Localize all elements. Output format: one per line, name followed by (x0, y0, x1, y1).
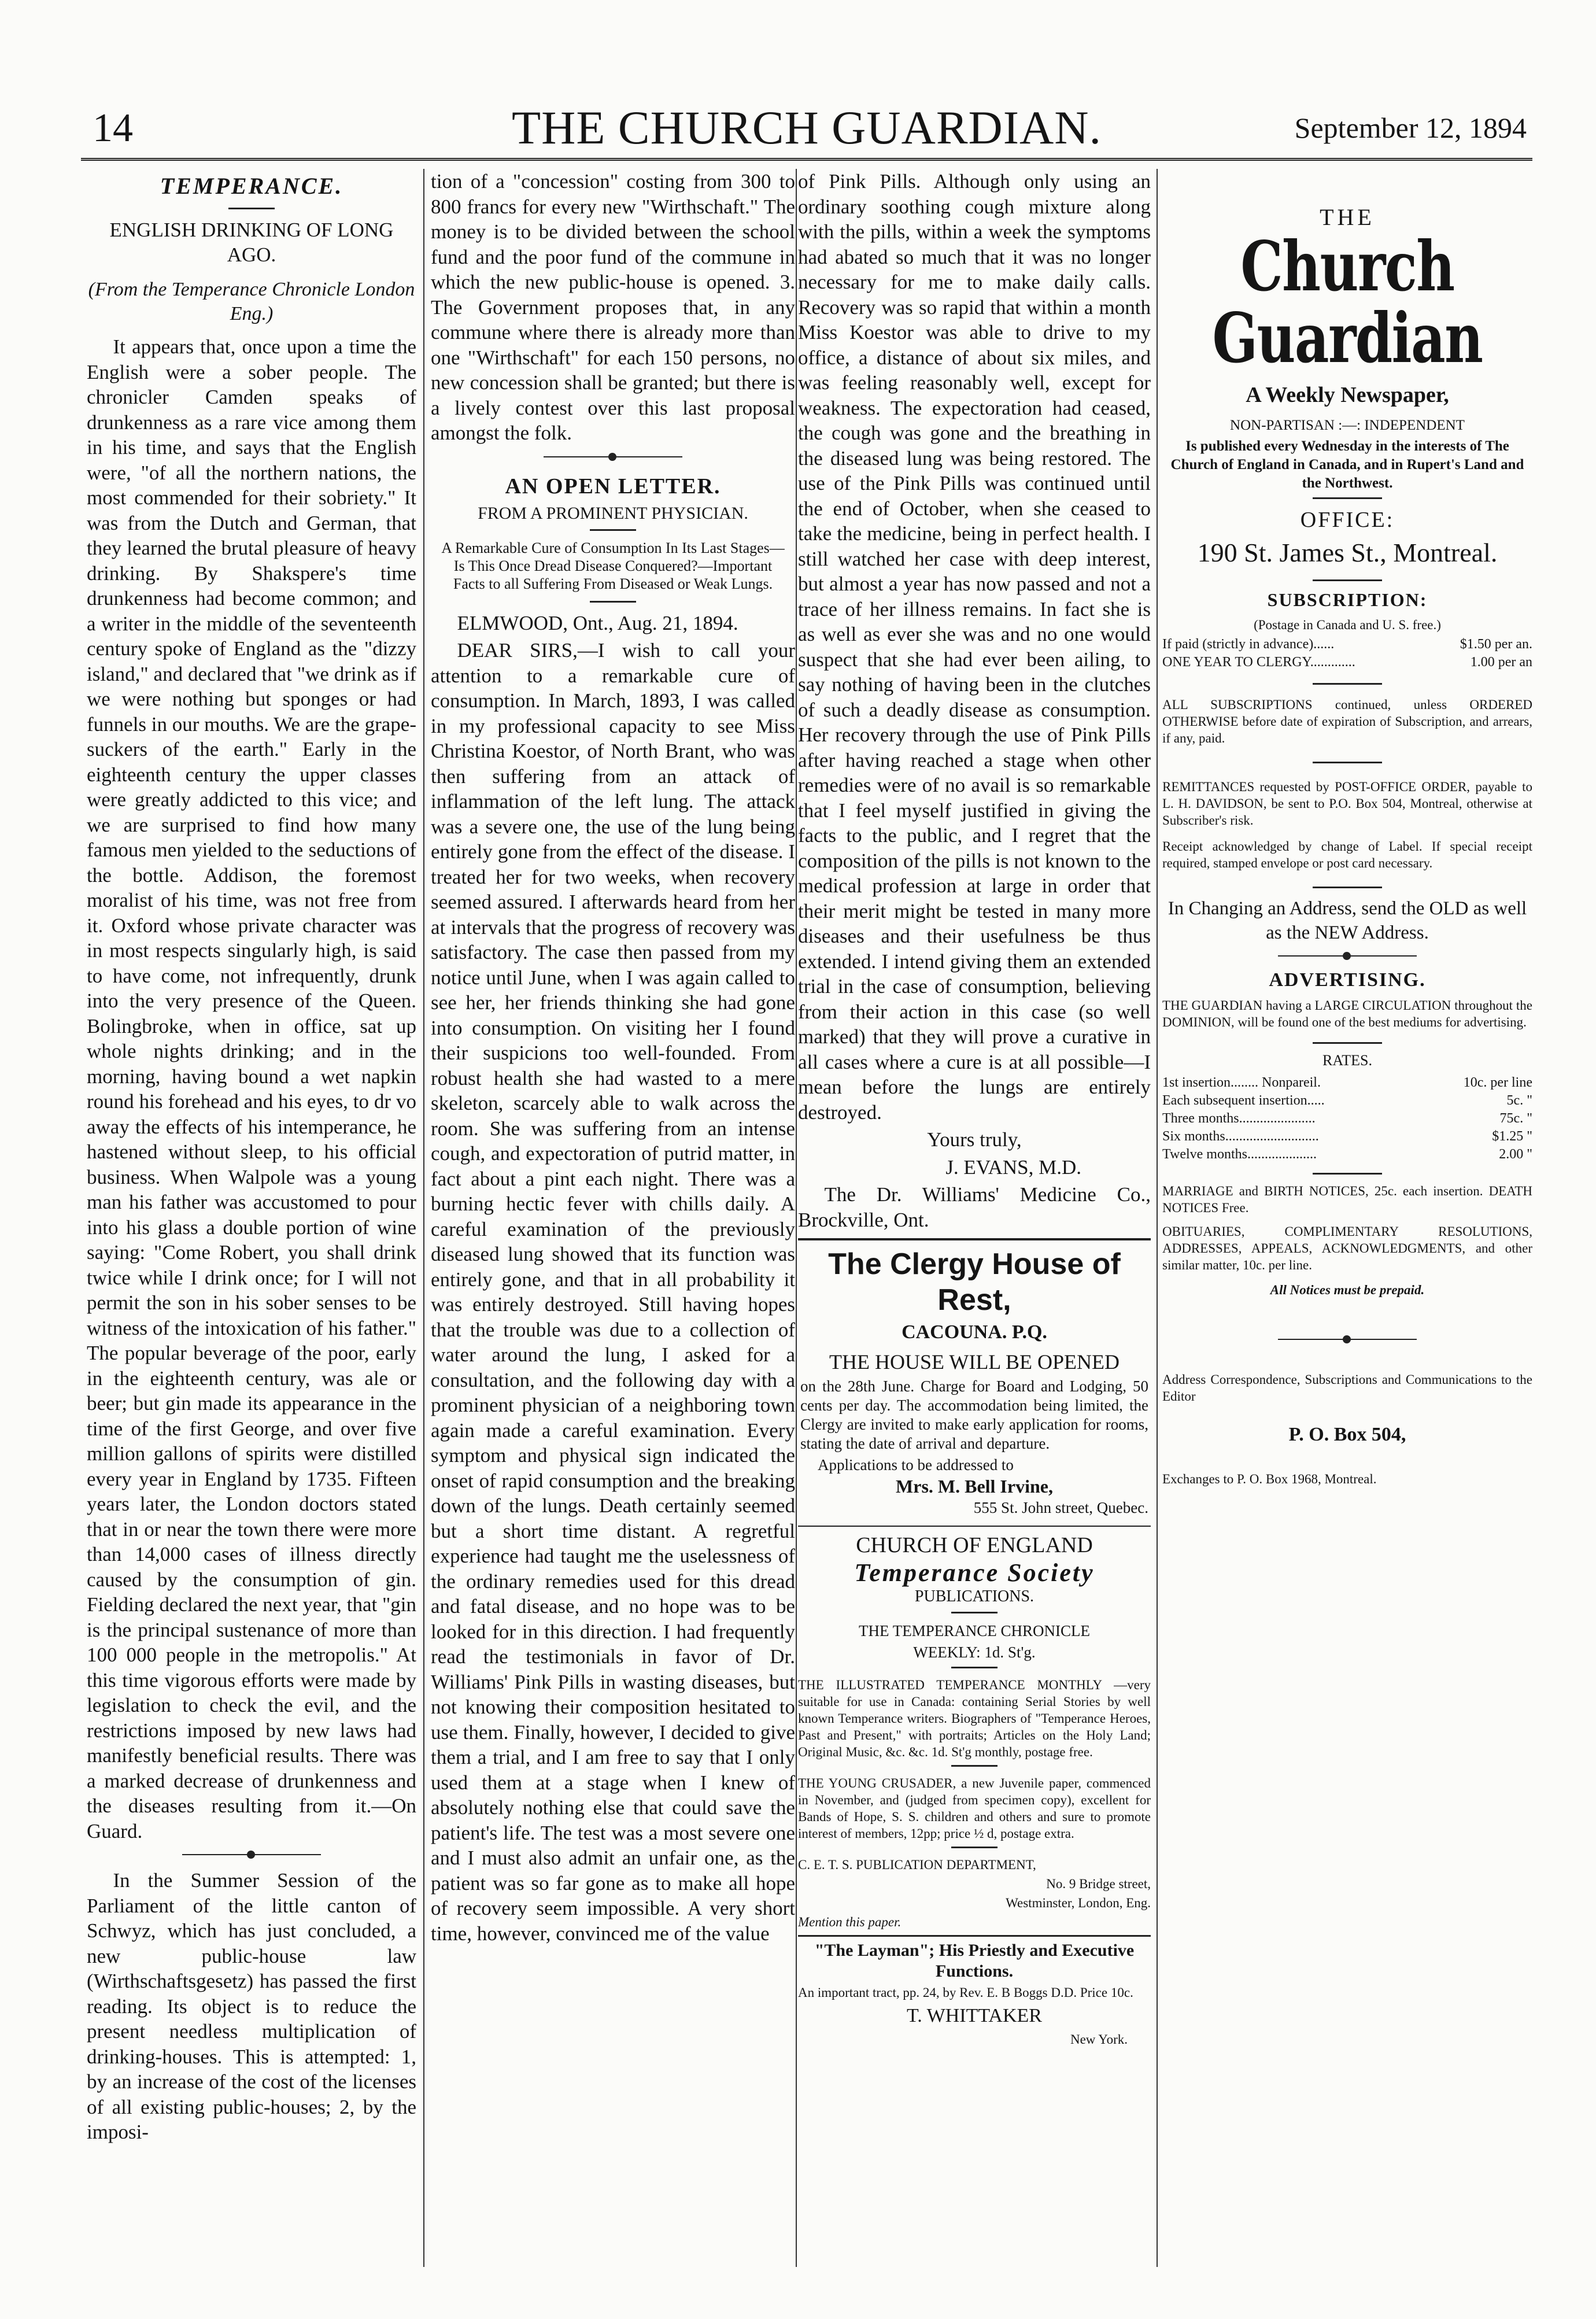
ornamental-divider (182, 1854, 321, 1858)
subscription-paid-price: $1.50 per an. (1460, 637, 1532, 652)
prepaid-note: All Notices must be prepaid. (1270, 1283, 1425, 1297)
page-number: 14 (93, 106, 133, 150)
weekly-label: A Weekly Newspaper, (1246, 383, 1449, 407)
ornamental-divider (1278, 955, 1417, 959)
divider (951, 1667, 998, 1668)
rate-label: Twelve months.................... (1162, 1147, 1317, 1162)
temperance-society-ad (798, 1533, 1151, 1930)
remittances-note: REMITTANCES requested by POST-OFFICE ORDER, payable to L. H. DAVIDSON, be sent to P.O. Box 504, Montreal, otherwise at Subscriber's risk. (1162, 780, 1532, 828)
divider (1313, 579, 1382, 581)
rate-row (1162, 1146, 1532, 1164)
clergy-title: The Clergy House of Rest, (828, 1247, 1121, 1317)
clergy-lead: THE HOUSE WILL BE OPENED (829, 1350, 1120, 1373)
column-publisher-info (1162, 169, 1532, 2267)
letter-closing: Yours truly, (927, 1128, 1022, 1151)
society-line1: CHURCH OF ENGLAND (856, 1533, 1093, 1557)
letter-company: The Dr. Williams' Medicine Co., Brockville, Ont. (798, 1183, 1151, 1231)
rate-price: 5c. " (1506, 1093, 1532, 1108)
illustrated-monthly: THE ILLUSTRATED TEMPERANCE MONTHLY —very suitable for use in Canada: containing Serial Stories by well known Temperance writers. Biographers of "Temperance Heroes, Past and Present," with portraits; Articles on the Holy Land; Original Music, &c. &c. 1d. St'g monthly, postage free. (798, 1678, 1151, 1759)
advertising-label: ADVERTISING. (1269, 969, 1426, 991)
rate-price: 10c. per line (1463, 1075, 1532, 1090)
clergy-house-ad (798, 1238, 1151, 1527)
correspondence-note: Address Correspondence, Subscriptions and Communications to the Editor (1162, 1372, 1532, 1404)
nameplate-the: THE (1320, 204, 1375, 230)
layman-body: An important tract, pp. 24, by Rev. E. B Boggs D.D. Price 10c. (798, 1985, 1133, 2000)
letter-continuation: of Pink Pills. Although only using an ordinary soothing cough mixture along with the pills, within a week the symptoms had abated so much that it was no longer necessary for me to make daily calls. Recovery was so rapid that within a month Miss Koestor was able to drive to my office, a distance of about six miles, and was feeling reasonably well, except for weakness. The expectoration had ceased, the cough was gone and the breathing in the diseased lung was being restored. The use of the Pink Pills was continued until the end of October, when she ceased to take the medicine, being in perfect health. I still watched her case with deep interest, but almost a year has now passed and not a trace of her illness remains. In fact she is as well as ever she was and no one would suspect that she had ever been ailing, to say nothing of having been in the clutches of such a deadly disease as consumption. Her recovery through the use of Pink Pills after having reached a stage when other remedies were of no avail is so remarkable that I feel myself justified in giving the facts to the public, and I regret that the composition of the pills is not known to the medical profession at large in order that their merit might be tested in many more diseases and their usefulness be thus extended. I intend giving them an extended trial in the case of consumption, believing from their action in this case (so well marked) that they will prove a curative in all cases where a cure is at all possible—I mean before the lungs are entirely destroyed. (798, 170, 1151, 1124)
rate-label: Three months...................... (1162, 1111, 1316, 1126)
mention-note: Mention this paper. (798, 1915, 902, 1929)
column-open-letter (431, 169, 795, 2267)
rate-price: 2.00 " (1499, 1147, 1532, 1162)
article-continuation: tion of a "concession" costing from 300 to 800 francs for every new "Wirthschaft." The money is to be divided between the school fund and the poor fund of the commune in which the new public-house is opened. 3. The Government proposes that, in any commune where there is already more than one "Wirthschaft" for each 150 persons, no new concession shall be granted; but there is a lively contest over this last proposal amongst the folk. (431, 170, 795, 444)
clergy-body: on the 28th June. Charge for Board and Lodging, 50 cents per day. The accommodation being limited, the Clergy are invited to make early application for rooms, stating the date of arrival and departure. (800, 1378, 1148, 1452)
letter-body: DEAR SIRS,—I wish to call your attention to a remarkable cure of consumption. In March, 1893, I was called in my professional capacity to see Miss Christina Koestor, of North Brant, who was then suffering from an attack of inflammation of the left lung. The attack was a severe one, the use of the lung being entirely gone from the effect of the disease. I treated her for two weeks, when recovery seemed assured. I afterwards heard from her at intervals that the progress of recovery was satisfactory. The case then passed from my notice until June, when I was again called to see her, her friends thinking she had gone into consumption. On visiting her I found their suspicions too well-founded. From robust health she had wasted to a mere skeleton, scarcely able to walk across the room. She was suffering from an intense cough, and expectoration of putrid matter, in fact about a pint each night. There was a burning hectic fever with chills daily. A careful examination of the previously diseased lung showed that its function was entirely gone, and that in all probability it was entirely destroyed. Still having hopes that the trouble was due to a collection of water around the lung, I asked for a consultation, and the following day with a prominent physician of a neighboring town again made a careful examination. Every symptom and physical sign indicated the onset of rapid consumption and the breaking down of the lungs. Death certainly seemed but a short time distant. A regretful experience had taught me the uselessness of the ordinary remedies used for this dread and fatal disease, and no hope was to be looked for in this direction. I had frequently read the testimonials in favor of Dr. Williams' Pink Pills in wasting diseases, but not knowing their composition hesitated to use them. Finally, however, I decided to give them a trial, and I am free to say that I only used them at a stage when I knew of absolutely nothing else that could save the patient's life. The test was a most severe one and I must also admit an unfair one, as the patient was so far gone as to make all hope of recovery seem impossible. A very short time, however, convinced me of the value (431, 639, 795, 1945)
layman-seller: T. WHITTAKER (907, 2005, 1042, 2026)
layman-ad (798, 1935, 1151, 2048)
rate-label: Six months........................... (1162, 1129, 1319, 1144)
divider (951, 1847, 998, 1848)
published-note: Is published every Wednesday in the interests of The Church of England in Canada, and in Rupert's Land and the Northwest. (1170, 438, 1524, 491)
publication-dept: C. E. T. S. PUBLICATION DEPARTMENT, (798, 1858, 1036, 1872)
rate-row (1162, 1092, 1532, 1110)
column-temperance (87, 169, 416, 2267)
divider (590, 529, 636, 531)
ornamental-divider (544, 456, 682, 460)
ornamental-divider (1278, 1339, 1417, 1342)
subscription-row (1162, 653, 1532, 671)
dept-address: No. 9 Bridge street, (1046, 1877, 1151, 1891)
society-line3: PUBLICATIONS. (914, 1587, 1035, 1605)
column-rule (1157, 169, 1158, 2267)
subscription-clergy-label: ONE YEAR TO CLERGY............. (1162, 655, 1355, 670)
article-paragraph: In the Summer Session of the Parliament of the little canton of Schwyz, which has just concluded, a new public-house law (Wirthschaftsgesetz) has passed the first reading. Its object is to reduce the present needless multiplication of drinking-houses. This is attempted: 1, by an increase of the cost of the licenses of all existing public-houses; 2, by the imposi- (87, 1869, 416, 2143)
po-box: P. O. Box 504, (1288, 1424, 1406, 1445)
society-line2: Temperance Society (854, 1559, 1095, 1587)
layman-city: New York. (1070, 2032, 1128, 2047)
clergy-applications: Applications to be addressed to (818, 1456, 1014, 1474)
column-rule (796, 169, 797, 2267)
letter-byline: FROM A PROMINENT PHYSICIAN. (478, 503, 748, 523)
divider (1313, 683, 1382, 685)
nonpartisan-label: NON-PARTISAN :—: INDEPENDENT (1230, 418, 1465, 433)
rate-price: 75c. " (1499, 1111, 1532, 1126)
receipt-note: Receipt acknowledged by change of Label. If special receipt required, stamped envelope or post card necessary. (1162, 839, 1532, 870)
divider (1313, 497, 1382, 499)
office-label: OFFICE: (1300, 508, 1395, 532)
clergy-contact: Mrs. M. Bell Irvine, (896, 1476, 1053, 1497)
chronicle-title: THE TEMPERANCE CHRONICLE (858, 1622, 1090, 1639)
divider (228, 208, 275, 209)
divider (1313, 887, 1382, 888)
marriage-notices: MARRIAGE and BIRTH NOTICES, 25c. each insertion. DEATH NOTICES Free. (1162, 1184, 1532, 1215)
rate-row (1162, 1110, 1532, 1128)
page-header (81, 93, 1532, 161)
divider (590, 601, 636, 603)
article-title: ENGLISH DRINKING OF LONG AGO. (109, 219, 394, 266)
subscription-row (1162, 636, 1532, 653)
letter-deck: A Remarkable Cure of Consumption In Its Last Stages—Is This Once Dread Disease Conquered?—Important Facts to all Suffering From Diseased or Weak Lungs. (441, 539, 785, 592)
all-subscriptions-note: ALL SUBSCRIPTIONS continued, unless ORDERED OTHERWISE before date of expiration of Subscription, and arrears, if any, paid. (1162, 697, 1532, 745)
young-crusader: THE YOUNG CRUSADER, a new Juvenile paper, commenced in November, and (judged from specimen copy), excellent for Bands of Hope, S. S. children and others and sure to promote interest of members, 12pp; price ½ d, postage extra. (798, 1776, 1151, 1841)
dept-address: Westminster, London, Eng. (1006, 1896, 1151, 1910)
rate-row (1162, 1074, 1532, 1092)
divider (1313, 762, 1382, 763)
rate-label: 1st insertion........ Nonpareil. (1162, 1075, 1321, 1090)
letter-title: AN OPEN LETTER. (505, 474, 721, 498)
letter-signature: J. EVANS, M.D. (945, 1155, 1081, 1179)
section-title: TEMPERANCE. (160, 173, 343, 199)
letter-dateline: ELMWOOD, Ont., Aug. 21, 1894. (457, 611, 738, 634)
divider (1313, 1173, 1382, 1175)
exchanges-note: Exchanges to P. O. Box 1968, Montreal. (1162, 1471, 1377, 1486)
clergy-place: CACOUNA. P.Q. (902, 1321, 1047, 1343)
column-rule (423, 169, 424, 2267)
office-address: 190 St. James St., Montreal. (1197, 538, 1498, 567)
rate-label: Each subsequent insertion..... (1162, 1093, 1325, 1108)
layman-title: "The Layman"; His Priestly and Executive Functions. (814, 1941, 1135, 1981)
masthead: THE CHURCH GUARDIAN. (512, 101, 1102, 154)
divider (951, 1765, 998, 1767)
subscription-label: SUBSCRIPTION: (1267, 589, 1428, 610)
issue-date: September 12, 1894 (1294, 112, 1527, 144)
subscription-clergy-price: 1.00 per an (1470, 655, 1532, 670)
change-address-note: In Changing an Address, send the OLD as well as the NEW Address. (1168, 898, 1527, 943)
rates-label: RATES. (1322, 1052, 1372, 1069)
rate-row (1162, 1128, 1532, 1146)
subscription-note: (Postage in Canada and U. S. free.) (1254, 618, 1441, 632)
rate-price: $1.25 " (1492, 1129, 1532, 1144)
nameplate: Church Guardian (1212, 226, 1483, 378)
article-source: (From the Temperance Chronicle London Eng.) (88, 279, 415, 324)
clergy-address: 555 St. John street, Quebec. (973, 1499, 1148, 1516)
chronicle-price: WEEKLY: 1d. St'g. (913, 1644, 1036, 1661)
subscription-paid-label: If paid (strictly in advance)...... (1162, 637, 1335, 652)
obituaries-notices: OBITUARIES, COMPLIMENTARY RESOLUTIONS, ADDRESSES, APPEALS, ACKNOWLEDGMENTS, and other similar matter, 10c. per line. (1162, 1224, 1532, 1272)
article-paragraph: It appears that, once upon a time the English were a sober people. The chronicler Camden speaks of drunkenness as a rare vice among them in his time, and says that the English were, "of all the northern nations, the most commended for their sobriety." It was from the Dutch and German, that they learned the brutal pleasure of heavy drinking. By Shakspere's time drunkenness had become common; and a writer in the middle of the seventeenth century spoke of England as the "dizzy island," and declared that "we drink as if we were nothing but sponges or had funnels in our mouths. We are the grape-suckers of the earth." Early in the eighteenth century the upper classes were greatly addicted to this vice; and we are surprised to find how many famous men yielded to the seductions of the bottle. Addison, the foremost moralist of his time, was not free from it. Oxford whose private character was in most respects singularly high, is said to have come, not infrequently, drunk into the very presence of the Queen. Bolingbroke, when in office, sat up whole nights drinking; and in the morning, having bound a wet napkin round his forehead and his eyes, to dr vo away the effects of his intemperance, he hastened without sleep, to his official business. When Walpole was a young man his father was accustomed to pour into his glass a double portion of wine saying: "Come Robert, you shall drink twice while I drink once; for I will not permit the son in his sober senses to be witness of the intoxication of his father." The popular beverage of the poor, early in the eighteenth century, was ale or beer; but gin made its appearance in the time of the first George, and over five million gallons of spirits were distilled every year in England by 1735. Fifteen years later, the London doctors stated that in or near the town there were more than 14,000 cases of illness directly caused by the consumption of gin. Fielding declared the next year, that "gin is the principal sustenance of more than 100 000 people in the metropolis." At this time vigorous efforts were made by legislation to check the evil, and the restrictions imposed by new laws had manifestly beneficial results. There was a marked decrease of drunkenness and the diseases resulting from it.—On Guard. (87, 335, 416, 1842)
column-letter-and-ads (798, 169, 1151, 2267)
divider (1313, 1042, 1382, 1044)
advertising-body: THE GUARDIAN having a LARGE CIRCULATION throughout the DOMINION, will be found one of the best mediums for advertising. (1162, 998, 1532, 1029)
divider (951, 1612, 998, 1613)
